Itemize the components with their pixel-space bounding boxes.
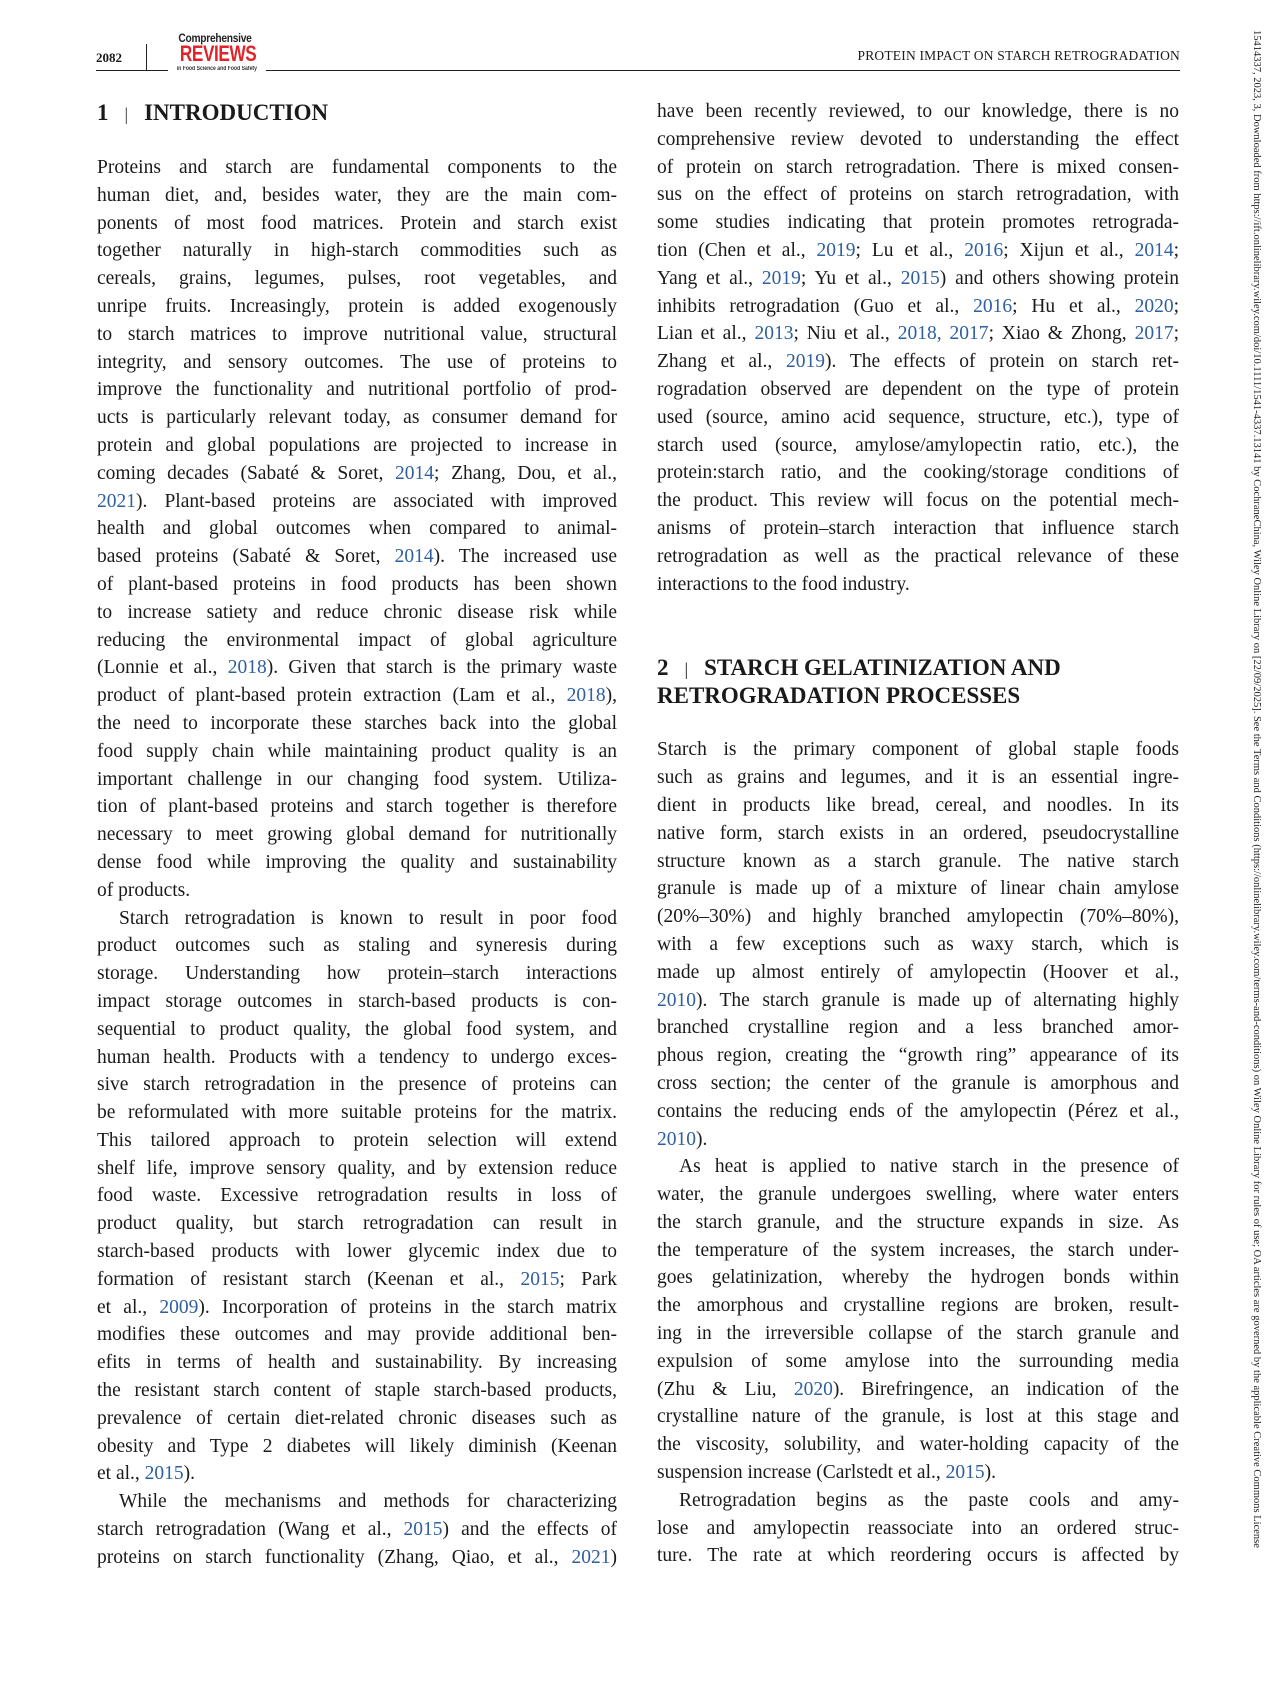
text-line: ucts is particularly relevant today, as consumer demand for	[97, 407, 617, 429]
header-divider	[146, 44, 147, 70]
text-line: efits in terms of health and sustainability. By increasing	[97, 1352, 617, 1374]
text-line: such as grains and legumes, and it is an essential ingre-	[657, 767, 1179, 789]
citation-link[interactable]: 2016	[964, 239, 1004, 261]
text-line: rogradation observed are dependent on the type of protein	[657, 378, 1179, 400]
text-line: dense food while improving the quality and sustainability	[97, 851, 617, 873]
text-line: the amorphous and crystalline regions are broken, result-	[657, 1295, 1179, 1317]
text-line: (20%–30%) and highly branched amylopectin (70%–80%),	[657, 906, 1179, 928]
text-line: of products.	[97, 879, 191, 901]
text-line: ture. The rate at which reordering occurs is affected by	[657, 1545, 1179, 1567]
citation-link[interactable]: 2015	[945, 1462, 985, 1484]
text-line: (Zhu & Liu, 2020). Birefringence, an indication of the	[657, 1378, 1180, 1400]
text-line: human diet, and, besides water, they are the main com-	[97, 184, 617, 206]
text-line: product outcomes such as staling and syneresis during	[97, 935, 617, 957]
text-line: made up almost entirely of amylopectin (Hoover et al.,	[657, 961, 1179, 983]
section-number: 1	[97, 100, 109, 125]
page-number: 2082	[96, 50, 122, 65]
text-line: sus on the effect of proteins on starch retrogradation, with	[657, 184, 1179, 206]
citation-link[interactable]: 2021	[97, 490, 136, 512]
text-line: formation of resistant starch (Keenan et al., 2015; Park	[97, 1268, 617, 1290]
intro-continuation	[657, 98, 1179, 598]
text-line: starch-based products with lower glycemic index due to	[97, 1241, 617, 1263]
text-line: lose and amylopectin reassociate into an ordered struc-	[657, 1517, 1179, 1539]
text-line: cross section; the center of the granule is amorphous and	[657, 1072, 1179, 1094]
logo-line-2: REVIEWS	[179, 41, 257, 66]
text-line: retrogradation as well as the practical relevance of these	[657, 545, 1179, 567]
text-line: shelf life, improve sensory quality, and by extension reduce	[97, 1157, 617, 1179]
text-line: 2010). The starch granule is made up of alternating highly	[657, 989, 1179, 1011]
text-line: 2010).	[657, 1128, 708, 1150]
citation-link[interactable]: 2015	[403, 1519, 443, 1541]
section-title-line-1: STARCH GELATINIZATION AND	[704, 655, 1061, 681]
header-rule-right	[266, 70, 1180, 71]
text-line: inhibits retrogradation (Guo et al., 2016; Hu et al., 2020;	[657, 295, 1179, 317]
text-line: sive starch retrogradation in the presence of proteins can	[97, 1074, 617, 1096]
citation-link[interactable]: 2014	[1134, 239, 1174, 261]
text-line: the need to incorporate these starches back into the global	[97, 712, 617, 734]
text-line: cereals, grains, legumes, pulses, root vegetables, and	[97, 268, 617, 290]
text-line: reducing the environmental impact of global agriculture	[97, 629, 617, 651]
download-notice-sidebar	[1240, 30, 1270, 1650]
text-line: phous region, creating the “growth ring” appearance of its	[657, 1045, 1179, 1067]
heading-divider: |	[684, 659, 689, 680]
text-line: health and global outcomes when compared to animal-	[97, 518, 617, 540]
citation-link[interactable]: 2019	[816, 239, 856, 261]
text-line: food waste. Excessive retrogradation results in loss of	[97, 1185, 617, 1207]
text-line: important challenge in our changing food system. Utiliza-	[97, 768, 617, 790]
journal-logo[interactable]	[170, 32, 260, 72]
text-line: goes gelatinization, whereby the hydrogen bonds within	[657, 1267, 1179, 1289]
text-line: impact storage outcomes in starch-based products is con-	[97, 990, 617, 1012]
text-line: modifies these outcomes and may provide additional ben-	[97, 1324, 617, 1346]
text-line: prevalence of certain diet-related chronic diseases such as	[97, 1407, 617, 1429]
text-line: water, the granule undergoes swelling, where water enters	[657, 1184, 1179, 1206]
text-line: coming decades (Sabaté & Soret, 2014; Zhang, Dou, et al.,	[97, 462, 618, 484]
text-line: to increase satiety and reduce chronic disease risk while	[97, 601, 617, 623]
heading-divider: |	[124, 104, 129, 124]
text-line: native form, starch exists in an ordered, pseudocrystalline	[657, 822, 1179, 844]
citation-link[interactable]: 2019	[786, 351, 826, 373]
citation-link[interactable]: 2018	[566, 685, 606, 707]
text-line: expulsion of some amylose into the surrounding media	[657, 1350, 1179, 1372]
text-line: interactions to the food industry.	[657, 573, 910, 595]
text-line: protein and global populations are projected to increase in	[97, 434, 617, 456]
text-line: et al., 2009). Incorporation of proteins in the starch matrix	[97, 1296, 617, 1318]
logo-line-1: Comprehensive	[178, 31, 252, 45]
text-line: the product. This review will focus on the potential mech-	[657, 490, 1179, 512]
section-title-line-2: RETROGRADATION PROCESSES	[657, 683, 1021, 709]
text-line: improve the functionality and nutritional portfolio of prod-	[97, 379, 617, 401]
text-line: to starch matrices to improve nutritional value, structural	[97, 323, 617, 345]
text-line: While the mechanisms and methods for characterizing	[119, 1491, 617, 1513]
text-line: Starch is the primary component of global staple foods	[657, 739, 1179, 761]
text-line: some studies indicating that protein promotes retrograda-	[657, 212, 1179, 234]
text-line: with a few exceptions such as waxy starch, which is	[657, 933, 1179, 955]
text-line: Yang et al., 2019; Yu et al., 2015) and others showing protein	[657, 267, 1179, 289]
text-line: unripe fruits. Increasingly, protein is added exogenously	[97, 295, 617, 317]
citation-link[interactable]: 2014	[395, 462, 435, 484]
text-line: Proteins and starch are fundamental components to the	[97, 157, 617, 178]
text-line: integrity, and sensory outcomes. The use of proteins to	[97, 351, 617, 373]
text-line: used (source, amino acid sequence, structure, etc.), type of	[657, 406, 1179, 428]
running-title: PROTEIN IMPACT ON STARCH RETROGRADATION	[857, 48, 1180, 63]
citation-link[interactable]: 2014	[394, 546, 434, 568]
text-line: tion (Chen et al., 2019; Lu et al., 2016; Xijun et al., 2014;	[657, 239, 1179, 261]
text-line: sequential to product quality, the global food system, and	[97, 1018, 617, 1040]
text-line: 2021). Plant-based proteins are associated with improved	[97, 490, 617, 512]
citation-link[interactable]: 2018, 2017	[897, 323, 989, 345]
text-line: dient in products like bread, cereal, and noodles. In its	[657, 794, 1179, 816]
text-line: anisms of protein–starch interaction that influence starch	[657, 517, 1179, 539]
citation-link[interactable]: 2018	[227, 657, 267, 679]
text-line: Lian et al., 2013; Niu et al., 2018, 2017; Xiao & Zhong, 2017;	[657, 323, 1179, 345]
text-line: the temperature of the system increases, the starch under-	[657, 1239, 1179, 1261]
citation-link[interactable]: 2010	[657, 1128, 696, 1150]
page-header	[96, 31, 1180, 76]
text-line: As heat is applied to native starch in the presence of	[679, 1156, 1179, 1178]
citation-link[interactable]: 2017	[1134, 323, 1174, 345]
section-1-body	[97, 154, 617, 1572]
citation-link[interactable]: 2021	[571, 1546, 611, 1568]
text-line: contains the reducing ends of the amylopectin (Pérez et al.,	[657, 1100, 1179, 1122]
citation-link[interactable]: 2015	[520, 1268, 560, 1290]
text-line: together naturally in high-starch commodities such as	[97, 240, 617, 262]
text-line: structure known as a starch granule. The native starch	[657, 850, 1179, 872]
text-line: food supply chain while maintaining product quality is an	[97, 740, 617, 762]
header-rule-left	[96, 70, 168, 71]
text-line: branched crystalline region and a less branched amor-	[657, 1017, 1179, 1039]
citation-link[interactable]: 2009	[159, 1296, 199, 1318]
text-line: et al., 2015).	[97, 1463, 196, 1485]
section-2-body	[657, 736, 1179, 1570]
text-line: comprehensive review devoted to understanding the effect	[657, 128, 1179, 150]
section-2-heading	[657, 654, 1179, 710]
text-line: the starch granule, and the structure expands in size. As	[657, 1211, 1179, 1233]
text-line: (Lonnie et al., 2018). Given that starch is the primary waste	[97, 657, 617, 679]
text-line: Starch retrogradation is known to result in poor food	[119, 907, 617, 929]
section-number: 2	[657, 655, 669, 681]
text-line: crystalline nature of the granule, is lost at this stage and	[657, 1406, 1179, 1428]
left-column	[97, 98, 617, 1572]
text-line: Retrogradation begins as the paste cools and amy-	[679, 1489, 1179, 1511]
text-line: have been recently reviewed, to our knowledge, there is no	[657, 101, 1179, 122]
text-line: storage. Understanding how protein–starch interactions	[97, 963, 617, 985]
citation-link[interactable]: 2015	[900, 267, 940, 289]
citation-link[interactable]: 2010	[657, 989, 696, 1011]
logo-line-3: in Food Science and Food Safety	[176, 66, 257, 72]
text-line: tion of plant-based proteins and starch together is therefore	[97, 796, 617, 818]
text-line: obesity and Type 2 diabetes will likely diminish (Keenan	[97, 1435, 617, 1457]
text-line: ing in the irreversible collapse of the starch granule and	[657, 1323, 1179, 1345]
section-title: INTRODUCTION	[144, 100, 329, 125]
text-line: starch retrogradation (Wang et al., 2015) and the effects of	[97, 1519, 617, 1541]
text-line: necessary to meet growing global demand for nutritionally	[97, 824, 617, 846]
text-line: of plant-based proteins in food products has been shown	[97, 573, 617, 595]
text-line: based proteins (Sabaté & Soret, 2014). The increased use	[97, 546, 617, 568]
citation-link[interactable]: 2016	[973, 295, 1013, 317]
text-line: product of plant-based protein extraction (Lam et al., 2018),	[97, 685, 617, 707]
section-1-heading	[97, 98, 617, 128]
citation-link[interactable]: 2019	[761, 267, 801, 289]
download-notice-text: 15414337, 2023, 3, Downloaded from https://ift.onlinelibrary.wiley.com/doi/10.1111/1541-4337.13141 by CochraneChina, Wiley Online Library on [22/09/2025]. See the Terms and Conditions (https://onlinelibrary.wiley.com/terms-and-conditions) on Wiley Online Library for rules of use; OA articles are governed by the applicable Creative Commons License	[1251, 30, 1262, 1548]
text-line: of protein on starch retrogradation. There is mixed consen-	[657, 156, 1179, 178]
citation-link[interactable]: 2013	[754, 323, 794, 345]
text-line: granule is made up of a mixture of linear chain amylose	[657, 878, 1179, 900]
text-line: the viscosity, solubility, and water-holding capacity of the	[657, 1434, 1179, 1456]
text-line: be reformulated with more suitable proteins for the matrix.	[97, 1102, 617, 1124]
text-line: proteins on starch functionality (Zhang, Qiao, et al., 2021)	[97, 1546, 617, 1568]
right-column	[657, 98, 1179, 1570]
text-line: suspension increase (Carlstedt et al., 2015).	[657, 1462, 996, 1484]
text-line: This tailored approach to protein selection will extend	[97, 1129, 617, 1151]
text-line: Zhang et al., 2019). The effects of protein on starch ret-	[657, 351, 1179, 373]
citation-link[interactable]: 2020	[793, 1378, 833, 1400]
text-line: starch used (source, amylose/amylopectin ratio, etc.), the	[657, 434, 1179, 456]
text-line: the resistant starch content of staple starch-based products,	[97, 1380, 617, 1402]
text-line: product quality, but starch retrogradation can result in	[97, 1213, 617, 1235]
citation-link[interactable]: 2020	[1134, 295, 1174, 317]
text-line: protein:starch ratio, and the cooking/storage conditions of	[657, 462, 1179, 484]
citation-link[interactable]: 2015	[144, 1463, 184, 1485]
text-line: ponents of most food matrices. Protein and starch exist	[97, 212, 617, 234]
text-line: human health. Products with a tendency to undergo exces-	[97, 1046, 617, 1068]
